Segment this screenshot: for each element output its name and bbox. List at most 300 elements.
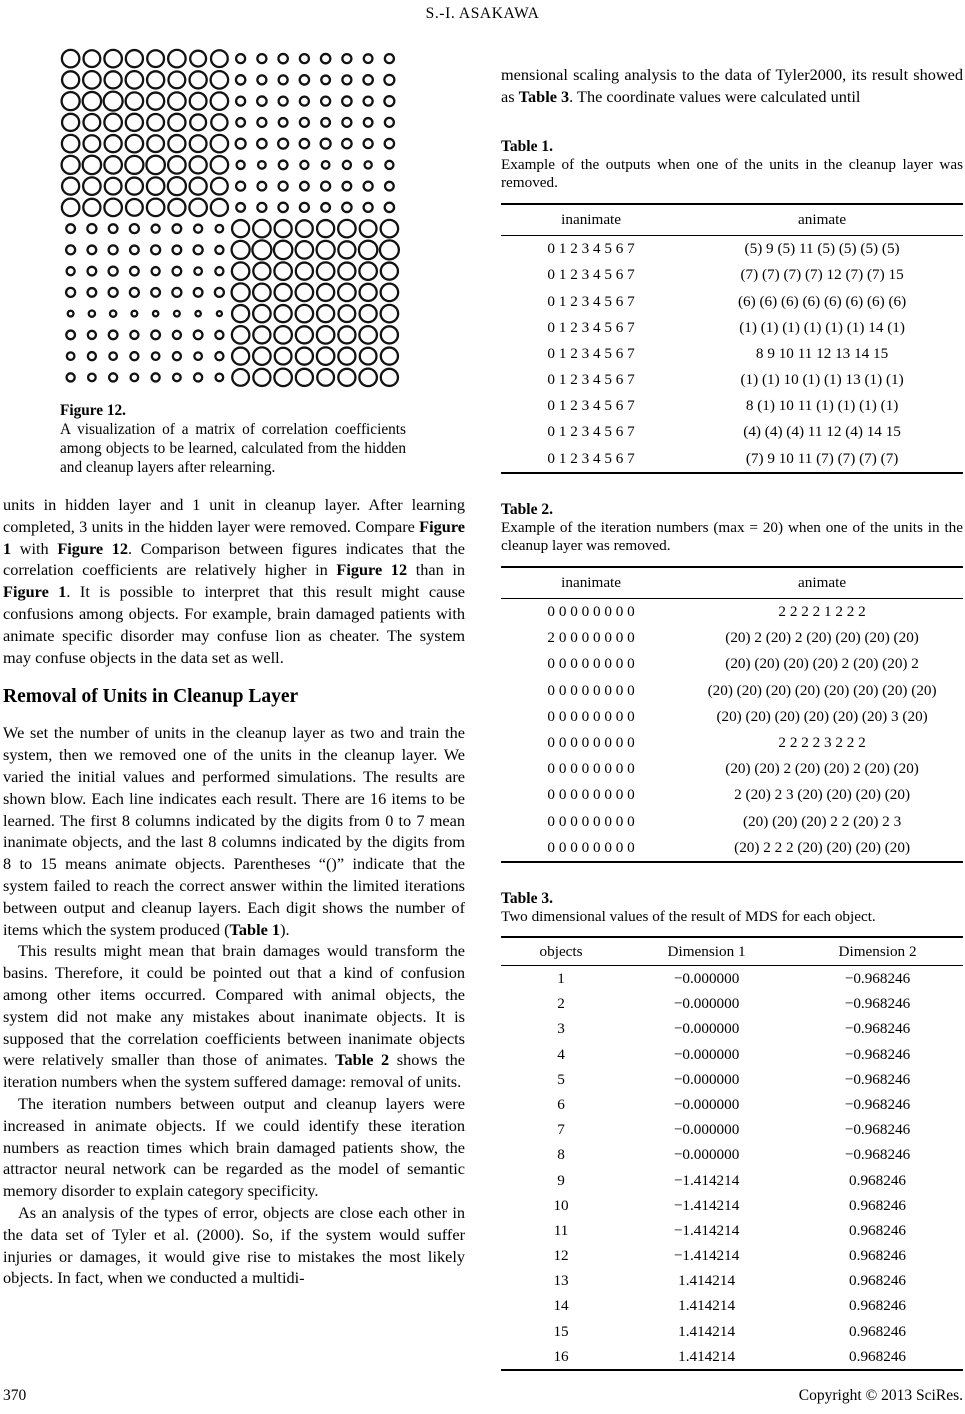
table-row xyxy=(501,1344,963,1370)
matrix-circle xyxy=(104,50,122,68)
table-cell: 0 1 2 3 4 5 6 7 xyxy=(547,240,635,258)
matrix-circle xyxy=(385,139,394,148)
table-cell: 0 0 0 0 0 0 0 0 xyxy=(547,812,635,830)
matrix-circle xyxy=(173,331,181,339)
matrix-circle xyxy=(62,199,80,217)
table-cell: −0.000000 xyxy=(673,1146,740,1164)
matrix-circle xyxy=(211,135,229,153)
left-column xyxy=(3,48,465,1289)
text-run: This results might mean that brain damages would transform the basins. Therefore, it could be pointed out that a kind of confusion among other items occurred. Compared with animal objects, the system did not make any mistakes about inanimate objects. It is supposed that the correlation coefficients between inanimate objects were relatively smaller than those of animates. xyxy=(3,941,465,1070)
table-cell: 0 1 2 3 4 5 6 7 xyxy=(547,423,635,441)
table-cell: 0 1 2 3 4 5 6 7 xyxy=(547,449,635,467)
matrix-circle xyxy=(338,284,356,302)
matrix-circle xyxy=(253,347,271,365)
matrix-circle xyxy=(338,263,355,280)
figure-caption-text: A visualization of a matrix of correlation coefficients among objects to be learned, calculated from the hidden and cleanup layers after relearning. xyxy=(60,421,406,476)
table-2-caption: Example of the iteration numbers (max = 20) when one of the units in the cleanup layer was removed. xyxy=(501,518,963,555)
table-cell: 9 xyxy=(557,1171,565,1189)
table-cell: 0 0 0 0 0 0 0 0 xyxy=(547,655,635,673)
table-row xyxy=(501,1294,963,1319)
table-1-body xyxy=(501,236,963,473)
matrix-circle xyxy=(232,348,249,365)
table-cell: 1.414214 xyxy=(678,1272,736,1290)
matrix-circle xyxy=(194,267,202,275)
matrix-circle xyxy=(342,118,351,127)
matrix-circle xyxy=(215,352,223,360)
matrix-circle xyxy=(258,161,266,169)
matrix-circle xyxy=(151,245,160,254)
matrix-circle xyxy=(338,220,356,238)
matrix-circle xyxy=(258,182,267,191)
matrix-circle xyxy=(363,75,372,84)
table-cell: (20) 2 2 2 (20) (20) (20) (20) xyxy=(734,838,911,856)
matrix-circle xyxy=(194,331,203,340)
matrix-circle xyxy=(105,178,122,195)
table-cell: (20) (20) 2 (20) (20) 2 (20) (20) xyxy=(725,760,919,778)
matrix-circle xyxy=(343,182,352,191)
paragraph xyxy=(3,1093,465,1202)
matrix-circle xyxy=(380,240,399,259)
matrix-circle xyxy=(190,51,206,67)
matrix-circle xyxy=(296,326,313,343)
matrix-circle xyxy=(88,331,96,339)
matrix-circle xyxy=(317,284,334,301)
table-row xyxy=(501,419,963,445)
matrix-circle xyxy=(87,224,96,233)
matrix-circle xyxy=(211,156,229,174)
table-header-row xyxy=(501,204,963,236)
matrix-circle xyxy=(173,374,181,382)
bold-reference: Table 2 xyxy=(335,1050,390,1070)
matrix-circle xyxy=(194,245,203,254)
matrix-circle xyxy=(109,373,117,381)
matrix-circle xyxy=(381,284,399,302)
matrix-circle xyxy=(168,71,185,88)
matrix-circle xyxy=(381,326,398,343)
matrix-circle xyxy=(296,220,313,237)
matrix-circle xyxy=(83,199,100,216)
matrix-circle xyxy=(384,75,394,85)
matrix-circle xyxy=(152,373,160,381)
matrix-circle xyxy=(321,139,331,149)
matrix-circle xyxy=(151,331,160,340)
matrix-circle xyxy=(321,203,330,212)
table-row xyxy=(501,1067,963,1092)
bold-reference: Table 1 xyxy=(229,919,281,939)
matrix-circle xyxy=(279,75,288,84)
matrix-circle xyxy=(342,139,351,148)
matrix-circle xyxy=(88,246,97,255)
matrix-circle xyxy=(359,262,377,280)
table-row xyxy=(501,730,963,756)
matrix-circle xyxy=(62,114,79,131)
bold-reference: Figure 12 xyxy=(57,538,129,558)
matrix-circle xyxy=(321,118,330,127)
table-row xyxy=(501,966,963,992)
matrix-circle xyxy=(190,135,207,152)
matrix-circle xyxy=(174,311,180,317)
table-cell: (1) (1) (1) (1) (1) (1) 14 (1) xyxy=(739,318,905,336)
table-cell: 4 xyxy=(557,1045,565,1063)
table-cell: 0.968246 xyxy=(849,1221,906,1239)
column-header: animate xyxy=(681,567,963,599)
matrix-circle xyxy=(359,369,377,387)
matrix-circle xyxy=(385,161,393,169)
table-cell: 5 xyxy=(557,1070,565,1088)
matrix-circle xyxy=(296,348,313,365)
matrix-circle xyxy=(168,156,186,174)
matrix-circle xyxy=(257,139,266,148)
table-cell: 0.968246 xyxy=(849,1272,906,1290)
table-1 xyxy=(501,203,963,474)
matrix-circle xyxy=(168,135,185,152)
matrix-circle xyxy=(322,161,330,169)
matrix-circle xyxy=(126,92,144,110)
matrix-circle xyxy=(109,352,117,360)
matrix-circle xyxy=(279,161,288,170)
matrix-circle xyxy=(190,156,207,173)
matrix-circle xyxy=(236,182,245,191)
matrix-circle xyxy=(253,326,270,343)
matrix-circle xyxy=(110,310,116,316)
matrix-circle xyxy=(236,203,245,212)
matrix-circle xyxy=(173,352,181,360)
matrix-circle xyxy=(190,93,207,110)
matrix-circle xyxy=(168,92,186,110)
matrix-circle xyxy=(300,97,309,106)
matrix-circle xyxy=(232,220,249,237)
table-row xyxy=(501,992,963,1017)
table-cell: 0 0 0 0 0 0 0 0 xyxy=(547,760,635,778)
text-run: . Comparison between figures indicates that the correlation coefficients are relatively higher in xyxy=(3,538,465,580)
matrix-circle xyxy=(190,178,207,195)
table-cell: 2 2 2 2 1 2 2 2 xyxy=(778,603,866,621)
table-cell: 8 9 10 11 12 13 14 15 xyxy=(755,344,889,362)
matrix-circle xyxy=(211,50,228,67)
matrix-circle xyxy=(253,284,271,302)
table-cell: 6 xyxy=(557,1095,565,1113)
matrix-circle xyxy=(211,71,229,89)
matrix-circle xyxy=(190,114,206,130)
matrix-circle xyxy=(321,182,330,191)
matrix-circle xyxy=(211,114,227,130)
column-header: objects xyxy=(501,937,621,966)
table-cell: (20) (20) (20) (20) (20) (20) (20) (20) xyxy=(707,681,937,699)
table-cell: 2 0 0 0 0 0 0 0 xyxy=(547,629,635,647)
matrix-circle xyxy=(126,199,143,216)
table-cell: 0 0 0 0 0 0 0 0 xyxy=(547,681,635,699)
table-row xyxy=(501,1193,963,1218)
bold-reference: Figure 12 xyxy=(336,560,408,580)
table-cell: −1.414214 xyxy=(673,1221,740,1239)
matrix-circle xyxy=(147,114,164,131)
matrix-circle xyxy=(105,135,122,152)
matrix-circle xyxy=(126,114,143,131)
matrix-circle xyxy=(83,71,101,89)
table-row xyxy=(501,1168,963,1193)
matrix-circle xyxy=(151,288,160,297)
table-cell: −0.968246 xyxy=(844,1146,911,1164)
table-cell: −0.000000 xyxy=(673,1121,740,1139)
matrix-circle xyxy=(190,71,207,88)
table-cell: 1.414214 xyxy=(678,1322,736,1340)
matrix-circle xyxy=(126,71,144,89)
table-cell: (20) (20) (20) (20) 2 (20) (20) 2 xyxy=(725,655,919,673)
table-cell: 8 (1) 10 11 (1) (1) (1) (1) xyxy=(745,397,899,415)
matrix-circle xyxy=(364,182,373,191)
matrix-circle xyxy=(62,156,80,174)
table-cell: (20) 2 (20) 2 (20) (20) (20) (20) xyxy=(725,629,919,647)
matrix-circle xyxy=(236,54,245,63)
matrix-circle xyxy=(147,50,164,67)
matrix-circle xyxy=(131,311,137,317)
table-2-head xyxy=(501,567,963,599)
table-row xyxy=(501,315,963,341)
matrix-circle xyxy=(317,326,335,344)
matrix-circle xyxy=(173,224,182,233)
matrix-circle xyxy=(252,240,271,259)
text-run: . The coordinate values were calculated until xyxy=(569,87,861,107)
matrix-circle xyxy=(317,241,335,259)
matrix-circle xyxy=(253,263,270,280)
matrix-circle xyxy=(236,75,245,84)
matrix-circle xyxy=(385,54,394,63)
matrix-circle xyxy=(62,50,80,68)
matrix-circle xyxy=(211,92,229,110)
matrix-circle xyxy=(232,326,250,344)
table-cell: 7 xyxy=(557,1121,565,1139)
matrix-circle xyxy=(317,369,334,386)
matrix-circle xyxy=(105,71,122,88)
matrix-circle xyxy=(215,246,223,254)
matrix-circle xyxy=(126,178,143,195)
table-row xyxy=(501,1042,963,1067)
bold-reference: Figure 1 xyxy=(3,516,465,558)
matrix-circle xyxy=(153,311,158,316)
table-cell: 0 0 0 0 0 0 0 0 xyxy=(547,733,635,751)
table-cell: −0.000000 xyxy=(673,1045,740,1063)
text-run: As an analysis of the types of error, objects are close each other in the data set of Tyler et al. (2000). So, if the system would suffer injuries or damages, it would give rise to mistakes the most likely objects. In fact, when we conducted a multidi- xyxy=(3,1202,465,1288)
figure-caption xyxy=(60,401,406,477)
table-cell: 15 xyxy=(553,1322,569,1340)
table-row xyxy=(501,835,963,862)
matrix-circle xyxy=(274,326,292,344)
matrix-circle xyxy=(83,177,101,195)
matrix-circle xyxy=(109,224,118,233)
matrix-circle xyxy=(88,374,96,382)
table-cell: 11 xyxy=(553,1221,569,1239)
matrix-circle xyxy=(109,288,118,297)
table-1-title: Table 1. xyxy=(501,137,553,155)
text-run: . It is possible to interpret that this result might cause confusions among objects. For example, brain damaged patients with animate specific disorder may confuse lion as cheater. The system may confuse objects in the data set as well. xyxy=(3,582,466,667)
matrix-circle xyxy=(173,246,182,255)
bold-reference: Table 3 xyxy=(518,87,570,107)
matrix-circle xyxy=(147,177,165,195)
matrix-circle xyxy=(257,75,266,84)
left-body-text xyxy=(3,494,465,1289)
table-cell: (4) (4) (4) 11 12 (4) 14 15 xyxy=(743,423,901,441)
matrix-circle xyxy=(360,305,377,322)
matrix-circle xyxy=(278,54,287,63)
table-cell: 0 0 0 0 0 0 0 0 xyxy=(547,786,635,804)
table-row xyxy=(501,446,963,473)
table-cell: 16 xyxy=(553,1347,569,1365)
table-2 xyxy=(501,566,963,863)
matrix-circle xyxy=(296,263,313,280)
text-run: The iteration numbers between output and cleanup layers were increased in animate objects. If we could identify these iteration numbers as reaction times which brain damaged patients show, the attractor neural network can be regarded as the model of semantic memory disorder to explain category specificity. xyxy=(3,1093,465,1201)
table-cell: −0.968246 xyxy=(844,1095,911,1113)
table-cell: (1) (1) 10 (1) (1) 13 (1) (1) xyxy=(740,371,904,389)
paragraph xyxy=(3,722,465,940)
matrix-circle xyxy=(173,267,182,276)
table-1-caption: Example of the outputs when one of the units in the cleanup layer was removed. xyxy=(501,155,963,192)
table-cell: 14 xyxy=(553,1297,569,1315)
table-1-head xyxy=(501,204,963,236)
table-cell: −0.968246 xyxy=(844,1045,911,1063)
paragraph xyxy=(3,1202,465,1289)
table-row xyxy=(501,1118,963,1143)
matrix-circle xyxy=(88,288,97,297)
table-cell: 0 1 2 3 4 5 6 7 xyxy=(547,292,635,310)
matrix-circle xyxy=(68,311,74,317)
matrix-circle xyxy=(104,156,122,174)
table-cell: −1.414214 xyxy=(673,1196,740,1214)
matrix-circle xyxy=(296,305,314,323)
table-row xyxy=(501,1092,963,1117)
table-cell: 1.414214 xyxy=(678,1347,736,1365)
table-row xyxy=(501,1269,963,1294)
table-cell: (5) 9 (5) 11 (5) (5) (5) (5) xyxy=(744,240,900,258)
table-cell: 1.414214 xyxy=(678,1297,736,1315)
matrix-circle xyxy=(385,118,394,127)
matrix-circle xyxy=(275,305,292,322)
figure-caption-title: Figure 12. xyxy=(60,402,126,419)
matrix-circle xyxy=(152,225,160,233)
matrix-circle xyxy=(381,263,398,280)
table-3-caption: Two dimensional values of the result of MDS for each object. xyxy=(501,907,876,925)
matrix-circle xyxy=(215,331,223,339)
matrix-circle xyxy=(130,331,138,339)
matrix-circle xyxy=(381,305,399,323)
table-cell: (7) (7) (7) (7) 12 (7) (7) 15 xyxy=(740,266,904,284)
matrix-circle xyxy=(384,96,394,106)
matrix-circle xyxy=(300,161,308,169)
matrix-circle xyxy=(253,220,271,238)
matrix-circle xyxy=(275,348,292,365)
matrix-circle xyxy=(216,374,224,382)
matrix-circle xyxy=(381,348,398,365)
table-cell: 0 1 2 3 4 5 6 7 xyxy=(547,371,635,389)
matrix-circle xyxy=(342,203,351,212)
matrix-circle xyxy=(83,92,101,110)
matrix-circle xyxy=(104,114,122,132)
matrix-circle xyxy=(152,267,160,275)
table-cell: 0 0 0 0 0 0 0 0 xyxy=(547,838,635,856)
matrix-circle xyxy=(360,348,377,365)
matrix-circle xyxy=(257,203,266,212)
table-cell: 1 xyxy=(557,970,565,988)
text-run: shows the iteration numbers when the system suffered damage: removal of units. xyxy=(3,1050,466,1092)
matrix-circle xyxy=(194,352,202,360)
matrix-circle xyxy=(168,199,185,216)
table-3-block xyxy=(501,889,963,1372)
matrix-circle xyxy=(62,71,79,88)
table-cell: 2 xyxy=(557,995,565,1013)
table-row xyxy=(501,1243,963,1268)
matrix-circle xyxy=(130,267,139,276)
column-header: Dimension 1 xyxy=(621,937,792,966)
table-cell: (20) (20) (20) (20) (20) (20) 3 (20) xyxy=(716,707,928,725)
matrix-circle xyxy=(146,156,164,174)
matrix-circle xyxy=(385,203,394,212)
text-run: with xyxy=(11,538,58,558)
matrix-circle xyxy=(215,288,224,297)
matrix-circle xyxy=(360,220,377,237)
matrix-circle xyxy=(189,199,207,217)
matrix-circle xyxy=(253,369,270,386)
table-2-body xyxy=(501,598,963,861)
table-row xyxy=(501,678,963,704)
matrix-circle xyxy=(168,177,186,195)
matrix-circle xyxy=(168,50,186,68)
matrix-circle xyxy=(215,267,223,275)
matrix-circle xyxy=(338,326,355,343)
table-row xyxy=(501,782,963,808)
copyright: Copyright © 2013 SciRes. xyxy=(798,1387,963,1404)
table-cell: 2 2 2 2 3 2 2 2 xyxy=(778,733,866,751)
table-cell: −0.968246 xyxy=(844,1121,911,1139)
matrix-circle xyxy=(62,92,80,110)
matrix-circle xyxy=(232,241,250,259)
matrix-circle xyxy=(321,97,330,106)
matrix-circle xyxy=(360,284,377,301)
table-row xyxy=(501,1017,963,1042)
matrix-circle xyxy=(364,139,373,148)
matrix-circle xyxy=(342,54,351,63)
matrix-circle xyxy=(147,199,165,217)
matrix-circle xyxy=(172,288,181,297)
matrix-circle xyxy=(236,139,246,149)
matrix-circle xyxy=(66,224,75,233)
matrix-circle xyxy=(296,284,314,302)
matrix-circle xyxy=(62,135,80,153)
matrix-circle xyxy=(236,97,245,106)
matrix-circle xyxy=(317,220,334,237)
matrix-circle xyxy=(359,326,377,344)
table-cell: −0.000000 xyxy=(673,1095,740,1113)
matrix-circle xyxy=(131,374,139,382)
matrix-circle xyxy=(211,199,228,216)
matrix-circle xyxy=(300,203,309,212)
matrix-circle xyxy=(216,225,224,233)
table-cell: −0.000000 xyxy=(673,995,740,1013)
matrix-circle xyxy=(147,135,164,152)
table-cell: 0.968246 xyxy=(849,1347,906,1365)
table-cell: 0.968246 xyxy=(849,1247,906,1265)
table-row xyxy=(501,1143,963,1168)
matrix-circle xyxy=(278,203,287,212)
page-number: 370 xyxy=(3,1387,27,1404)
matrix-circle xyxy=(126,50,143,67)
table-cell: −0.000000 xyxy=(673,1070,740,1088)
table-row xyxy=(501,262,963,288)
table-cell: 10 xyxy=(553,1196,569,1214)
matrix-circle xyxy=(88,267,97,276)
table-3-head xyxy=(501,937,963,966)
table-cell: 8 xyxy=(557,1146,565,1164)
matrix-circle xyxy=(300,75,309,84)
table-row xyxy=(501,393,963,419)
